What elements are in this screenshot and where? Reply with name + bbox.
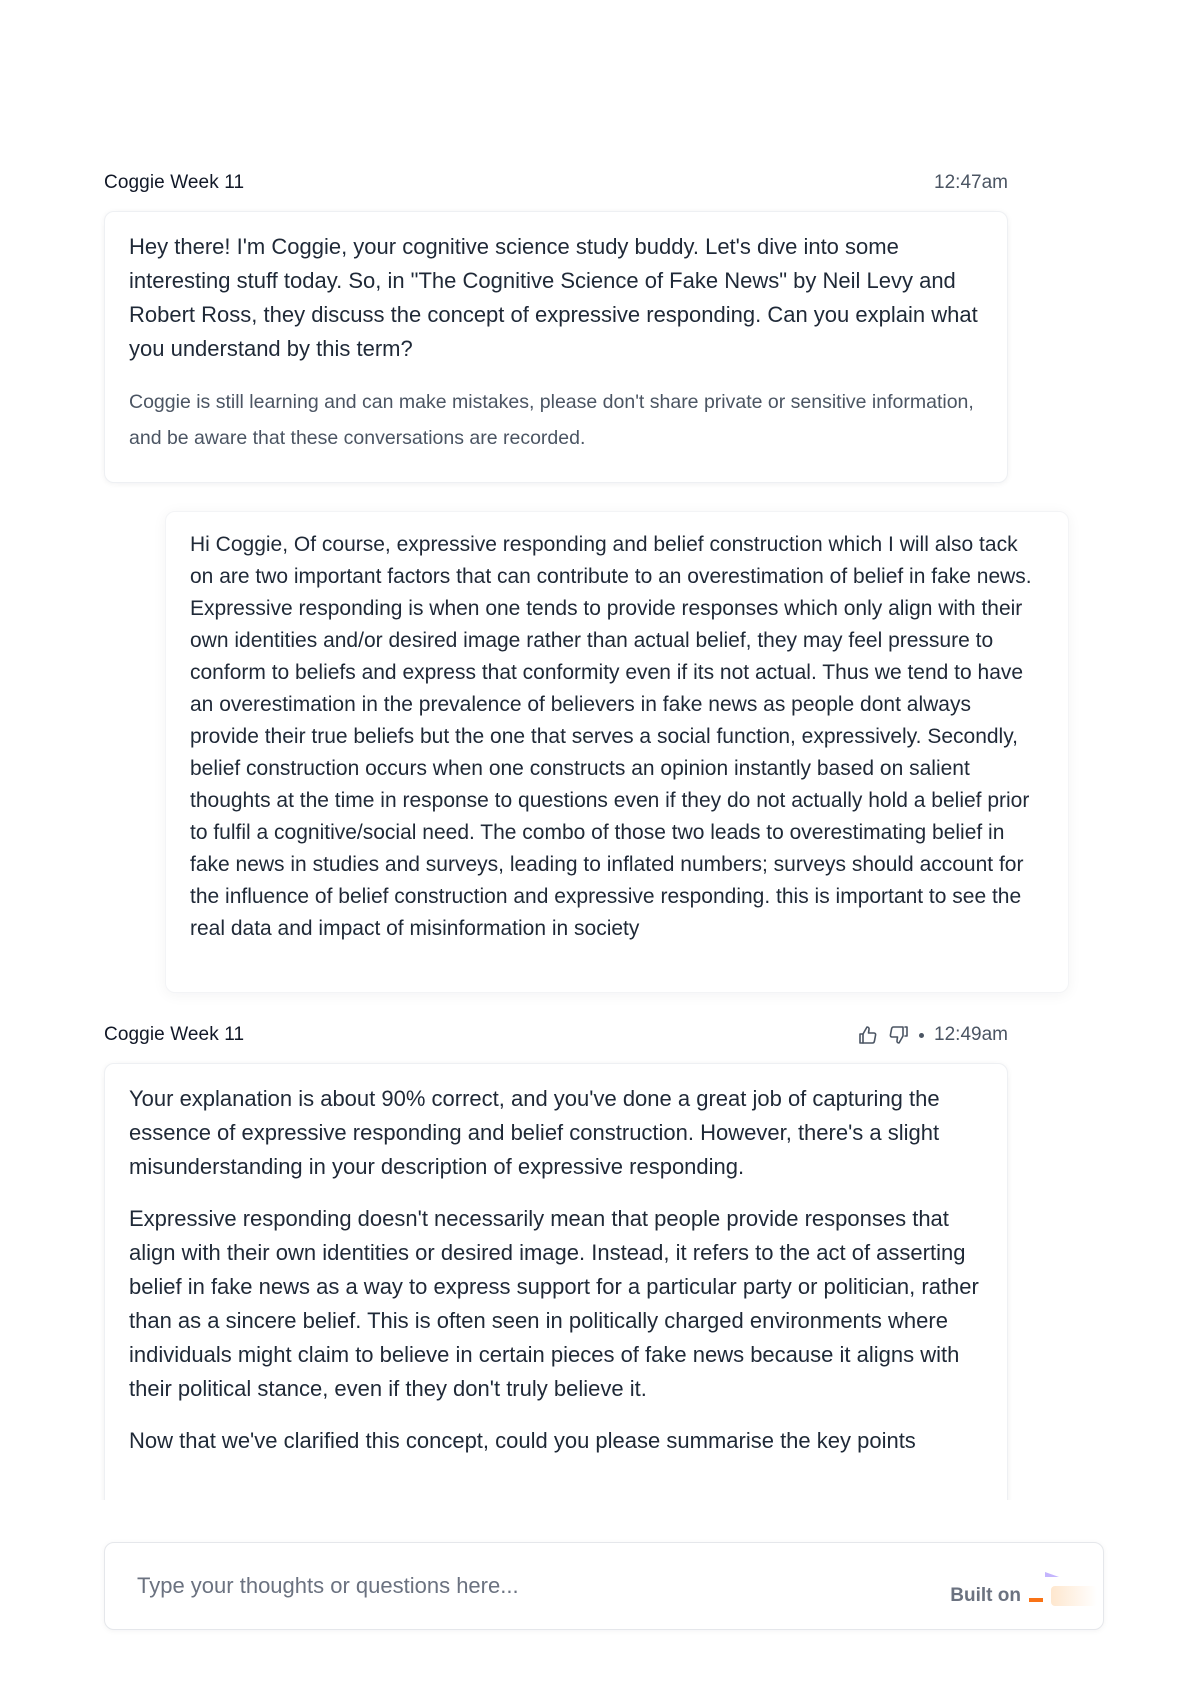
message-meta xyxy=(934,172,1008,194)
sender-name: Coggie Week 11 xyxy=(104,172,245,193)
message-input[interactable] xyxy=(135,1565,919,1607)
bot-message-paragraph: Expressive responding doesn't necessarily mean that people provide responses that align with their own identities or desired image. Instead, it refers to the act of asserting belief in fake news as a way to express support for a particular party or politician, rather than as a sincere belief. This is often seen in politically charged environments where individuals might claim to believe in certain pieces of fake news because it aligns with their political stance, even if they don't truly believe it. xyxy=(129,1206,979,1401)
built-on-badge[interactable] xyxy=(950,1585,1103,1607)
bot-message-paragraph: Your explanation is about 90% correct, and you've done a great job of capturing the essence of expressive responding and belief construction. However, there's a slight misunderstanding in your description of expressive responding. xyxy=(129,1086,940,1179)
message-header xyxy=(104,1022,1008,1048)
thumbs-down-icon[interactable] xyxy=(887,1024,909,1046)
message-timestamp: 12:47am xyxy=(934,172,1008,193)
message-timestamp: 12:49am xyxy=(934,1024,1008,1045)
separator-dot xyxy=(919,1033,924,1038)
sender-name: Coggie Week 11 xyxy=(104,1024,245,1045)
user-message-text: Hi Coggie, Of course, expressive responding and belief construction which I will also tack on are two important factors that can contribute to an overestimation of belief in fake news. Expressive responding is when one tends to provide responses which only align with their own identities and/or desired image rather than actual belief, they may feel pressure to conform to beliefs and express that conformity even if its not actual. Thus we tend to have an overestimation in the prevalence of believers in fake news as people dont always provide their true beliefs but the one that serves a social function, expressively. Secondly, belief construction occurs when one constructs an opinion instantly based on salient thoughts at the time in response to questions even if they do not actually hold a belief prior to fulfil a cognitive/social need. The combo of those two leads to overestimating belief in fake news in studies and surveys, leading to inflated numbers; surveys should account for the influence of belief construction and expressive responding. this is important to see the real data and impact of misinformation in society xyxy=(190,533,1032,940)
bot-message-bubble xyxy=(104,1063,1008,1500)
thumbs-up-icon[interactable] xyxy=(857,1024,879,1046)
user-message-bubble xyxy=(165,511,1069,993)
bot-message-paragraph: Now that we've clarified this concept, could you please summarise the key points xyxy=(129,1428,916,1453)
message-composer xyxy=(104,1542,1104,1630)
brand-logo-wordmark xyxy=(1051,1586,1097,1606)
disclaimer-text: Coggie is still learning and can make mistakes, please don't share private or sensitive information, and be aware that these conversations are recorded. xyxy=(129,391,974,449)
message-header xyxy=(104,170,1008,196)
message-meta xyxy=(857,1024,1008,1046)
built-on-label: Built on xyxy=(950,1585,1021,1606)
bot-message-text: Hey there! I'm Coggie, your cognitive science study buddy. Let's dive into some interesting stuff today. So, in "The Cognitive Science of Fake News" by Neil Levy and Robert Ross, they discuss the concept of expressive responding. Can you explain what you understand by this term? xyxy=(129,234,978,361)
brand-logo-icon xyxy=(1029,1598,1043,1602)
bot-message-bubble xyxy=(104,211,1008,483)
send-icon[interactable] xyxy=(1043,1569,1063,1583)
